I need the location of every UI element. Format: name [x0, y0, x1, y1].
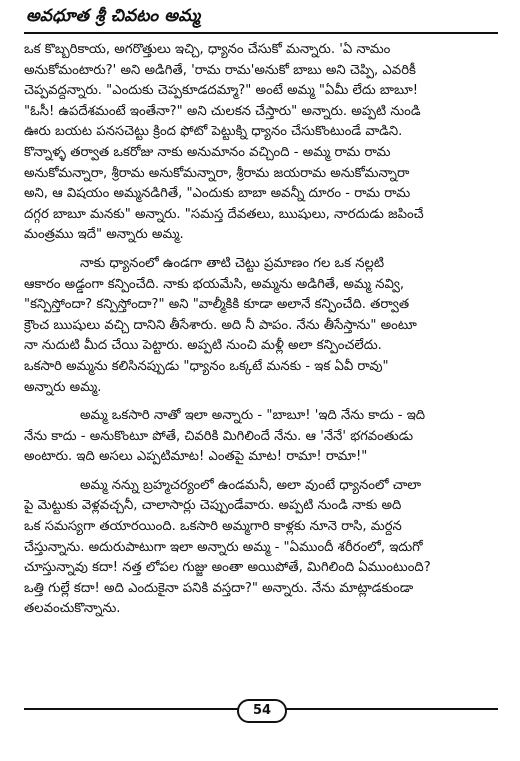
text-line: అంటారు. ఇది అసలు ఎప్పటిమాట! ఎంతపై మాట! రామా! రామా!" [24, 449, 368, 465]
running-header-title: అవధూత శ్రీ చివటం అమ్మ [26, 6, 201, 26]
text-line: ఒక కొబ్బరికాయ, అగరొత్తులు ఇచ్చి, ధ్యానం చేసుకో మన్నారు. 'ఏ నామం [24, 42, 391, 57]
paragraph [24, 254, 498, 398]
text-line: అమ్మ నన్ను బ్రహ్మచర్యంలో ఉండమనీ, అలా వుంటే ధ్యానంలో చాలా [80, 477, 422, 493]
text-line: అని, ఆ విషయం అమ్మనడిగితే, "ఎందుకు బాబా అవన్నీ దూరం - రామ రామ [24, 186, 411, 202]
text-line: తలవంచుకొన్నాను. [24, 601, 121, 617]
text-line: ఒత్తి గుల్లే కదా! అది ఎందుకైనా పనికి వస్తదా?" అన్నారు. నేను మాట్లాడకుండా [24, 580, 414, 596]
text-line: నేను కాదు - అనుకొంటూ పోతే, చివరికి మిగిలిందే నేను. ఆ 'నేనే' భగవంతుడు [24, 428, 414, 444]
text-line: అమ్మ ఒకసారి నాతో ఇలా అన్నారు - "బాబూ! 'ఇది నేను కాదు - ఇది [80, 408, 426, 424]
page-body [24, 40, 498, 620]
paragraph [24, 476, 498, 620]
text-line: చెప్పవద్దన్నారు. "ఎందుకు చెప్పకూడదమ్మా?" అంటే అమ్మ "ఏమీ లేదు బాబూ! [24, 83, 419, 99]
text-line: అన్నారు అమ్మ. [24, 379, 102, 395]
text-line: నాకు ధ్యానంలో ఉండగా తాటి చెట్టు ప్రమాణం గల ఒక నల్లటి [80, 255, 385, 271]
text-line: "ఓసీ! ఉపదేశమంటే ఇంతేనా?" అని చులకన చేస్తారు" అన్నారు. అప్పటి నుండి [24, 103, 421, 119]
text-line: మంత్రము ఇదే" అన్నారు అమ్మ. [24, 227, 184, 243]
header-rule [24, 32, 498, 34]
text-line: ఊరు బయట పనసచెట్టు క్రింద ఫోటో పెట్టుక్ని ధ్యానం చేసుకొంటుండే వాడిని. [24, 124, 403, 140]
text-line: దగ్గర బాబూ మనకు" అన్నారు. "సమస్త దేవతలు, ఋషులు, నారదుడు జపించే [24, 206, 424, 222]
text-line: క్రౌంచ ఋషులు వచ్చి దానిని తీసేశారు. అది నీ పాపం. నేను తీసేస్తాను" అంటూ [24, 317, 417, 333]
text-line: అనుకోమంటారు?' అని అడిగితే, 'రామ రామ'అనుకో బాబు అని చెప్పి, ఎవరికీ [24, 62, 416, 78]
text-line: అనుకోమన్నారా, శ్రీరామ అనుకోమన్నారా, శ్రీరామ జయరామ అనుకోమన్నారా [24, 165, 410, 181]
paragraph [24, 40, 498, 246]
paragraph [24, 406, 498, 468]
text-line: ఒక సమస్యగా తయారయింది. ఒకసారి అమ్మగారి కాళ్లకు నూనె రాసి, మర్దన [24, 519, 402, 535]
text-line: ఒకసారి అమ్మను కలిసినప్పుడు "ధ్యానం ఒక్కటే మనకు - ఇక ఏవీ రావు" [24, 358, 389, 374]
text-line: కొన్నాళ్ళ తర్వాత ఒకరోజు నాకు అనుమానం వచ్చింది - అమ్మ రామ రామ [24, 144, 391, 160]
text-line: చేస్తున్నాను. అదురుపాటుగా ఇలా అన్నారు అమ్మ - "ఏముందీ శరీరంలో, ఇదుగో [24, 539, 423, 555]
text-line: నా నుదుటి మీద చేయి పెట్టారు. అప్పటి నుంచి మళ్లీ అలా కన్పించలేదు. [24, 338, 382, 354]
text-line: ఆకారం అడ్డంగా కన్పించేది. నాకు భయమేసి, అమ్మను అడిగితే, అమ్మ నవ్వి, [24, 276, 405, 292]
text-line: చూస్తున్నావు కదా! నత్త లోపల గుజ్జు అంతా అయిపోతే, మిగిలింది ఏముంటుంది? [24, 560, 431, 576]
page-header [24, 2, 498, 36]
page-number: 54 [237, 699, 287, 723]
text-line: "కన్పిస్తోందా? కన్పిస్తోందా?" అని "వాల్మీకికి కూడా అలానే కన్పించేది. తర్వాత [24, 297, 410, 313]
text-line: పై మెట్టుకు వెళ్లవచ్చనీ, చాలాసార్లు చెప్పుండేవారు. అప్పటి నుండి నాకు అది [24, 498, 402, 514]
